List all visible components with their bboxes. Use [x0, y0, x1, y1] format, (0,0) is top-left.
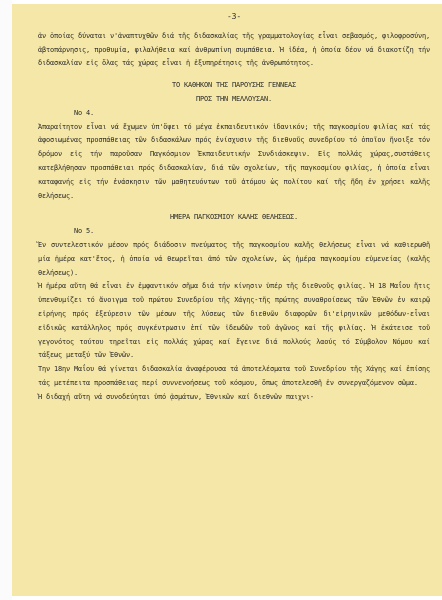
section-heading-goodwill-day: ΗΜΕΡΑ ΠΑΓΚΟΣΜΙΟΥ ΚΑΛΗΣ ΘΕΛΗΣΕΩΣ. — [170, 213, 298, 222]
section-heading-duty: ΤΟ ΚΑΘΗΚΟΝ ΤΗΣ ΠΑΡΟΥΣΗΣ ΓΕΝΝΕΑΣ — [172, 81, 296, 90]
document-body — [38, 10, 430, 405]
scan-margin — [0, 0, 12, 600]
page-number: -3- — [227, 12, 241, 21]
item-4-text: Ἀπαραίτητον εἶναι νά ἔχωμεν ὑπ'ὄψει τό μέγα ἐκπαιδευτικόν ἰδανικόν; τῆς παγκοσμίου φιλίας καί τάς ἀφοσιωμένας προσπάθειας τῶν διδασκάλων πρός ἐνίσχυσιν τῆς διεθνοῦς συνεδρίου τό ὁποῖον ἤνοιξε τόν δρόμον εἰς τήν παροῦσαν Παγκόσμιον Ἐκπαιδευτικήν Συνδιάσκεψιν. Εἰς πολλάς χώρας,συστάθεις κατεβλήθησαν προσπάθειαι πρός διδασκαλίαν, διά τῶν σχολείων, τῆς παγκοσμίου φιλίας, ἡ ὁποία εἶναι καταφανής εἰς τήν ἐνάσκησιν τῶν μαθητευόντων τοῦ ἀτόμου ὡς πολίτου καί τῆς ἤδη ἐν χρήσει καλῆς θελήσεως. — [38, 122, 430, 200]
paragraph-songs: Ἡ διδαχή αὕτη νά συνοδεύηται ὑπό ᾀσμάτων, Ἐθνικῶν καί διεθνῶν παιχνι- — [38, 392, 314, 401]
section-heading-duty-line2: ΠΡΟΣ ΤΗΝ ΜΕΛΛΟΥΣΑΝ. — [196, 94, 272, 103]
item-5-text: Ἕν συντελεστικόν μέσον πρός διάδοσιν πνεύματος τῆς παγκοσμίου καλῆς θελήσεως εἶναι νά καθιερωθῆ μία ἡμέρα κατ'ἔτος, ἡ ὁποία νά θεωρεῖται ἀπό τῶν σχολείων, ὡς ἡμέρα παγκοσμίου εὐμενείας (καλῆς θελήσεως). — [38, 240, 430, 277]
item-number-5: Νο 5. — [74, 227, 94, 236]
paragraph-may-18: Ἡ ἡμέρα αὕτη θά εἶναι ἐν ἐμφαντικόν σῆμα διά τήν κίνησιν ὑπέρ τῆς διεθνοῦς φιλίας. Ἡ 18 Μαΐου ἥτις ὑπενθυμίζει τό ἄνοιγμα τοῦ πρώτου Συνεδρίου τῆς Χάγης-τῆς πρώτης συναθροίσεως τῶν Ἐθνῶν ἐν καιρῷ εἰρήνης πρός ἐξεύρεσιν τῶν μέσων τῆς λύσεως τῶν διεθνῶν διαφορῶν δι'εἰρηνικῶν μεθόδων-εἶναι εἰδικῶς κατάλληλος πρός συγκέντρωσιν ἐπί τῶν ἰδεωδῶν τοῦ ἀγῶνος καί τῆς φιλίας. Ἡ ἐκάτεισε τοῦ γεγονότος τούτου τηρεῖται εἰς πολλάς χώρας καί ἔγεινε διά πολλούς λαούς τό Σύμβολον Νόμου καί τάξεως μεταξύ τῶν Ἐθνῶν. — [38, 282, 430, 360]
item-number-4: Νο 4. — [74, 108, 94, 117]
intro-paragraph: ἀν ὁποίας δύναται ν'ἀναπτυχθῶν διά τῆς διδασκαλίας τῆς γραμματολογίας εἶναι σεβασμός, φιλοφροσύνη, ἀβτοπάρνησις, προθυμία, φιλαλήθεια καί ἀνθρωπίνη συμπάθεια. Ἡ ἰδέα, ἡ ὁποία δέον νά διακοτίζη τήν διδασκαλίαν εἰς ὅλας τάς χώρας εἶναι ἡ ἐξυπηρέτησις τῆς ἀνθρωπότητος. — [38, 31, 430, 68]
paragraph-hague-teaching: Την 18ην Μαΐου θά γίνεται διδασκαλία ἀναφέρουσα τά ἀποτελέσματα τοῦ Συνεδρίου τῆς Χάγης καί ἐπίσης τάς μετέπειτα προσπάθειας περί συννενοήσεως τοῦ κόσμου, ὅπως ἀποτελεσθῆ ἐν συνεργαζόμενον σῶμα. — [38, 365, 430, 387]
